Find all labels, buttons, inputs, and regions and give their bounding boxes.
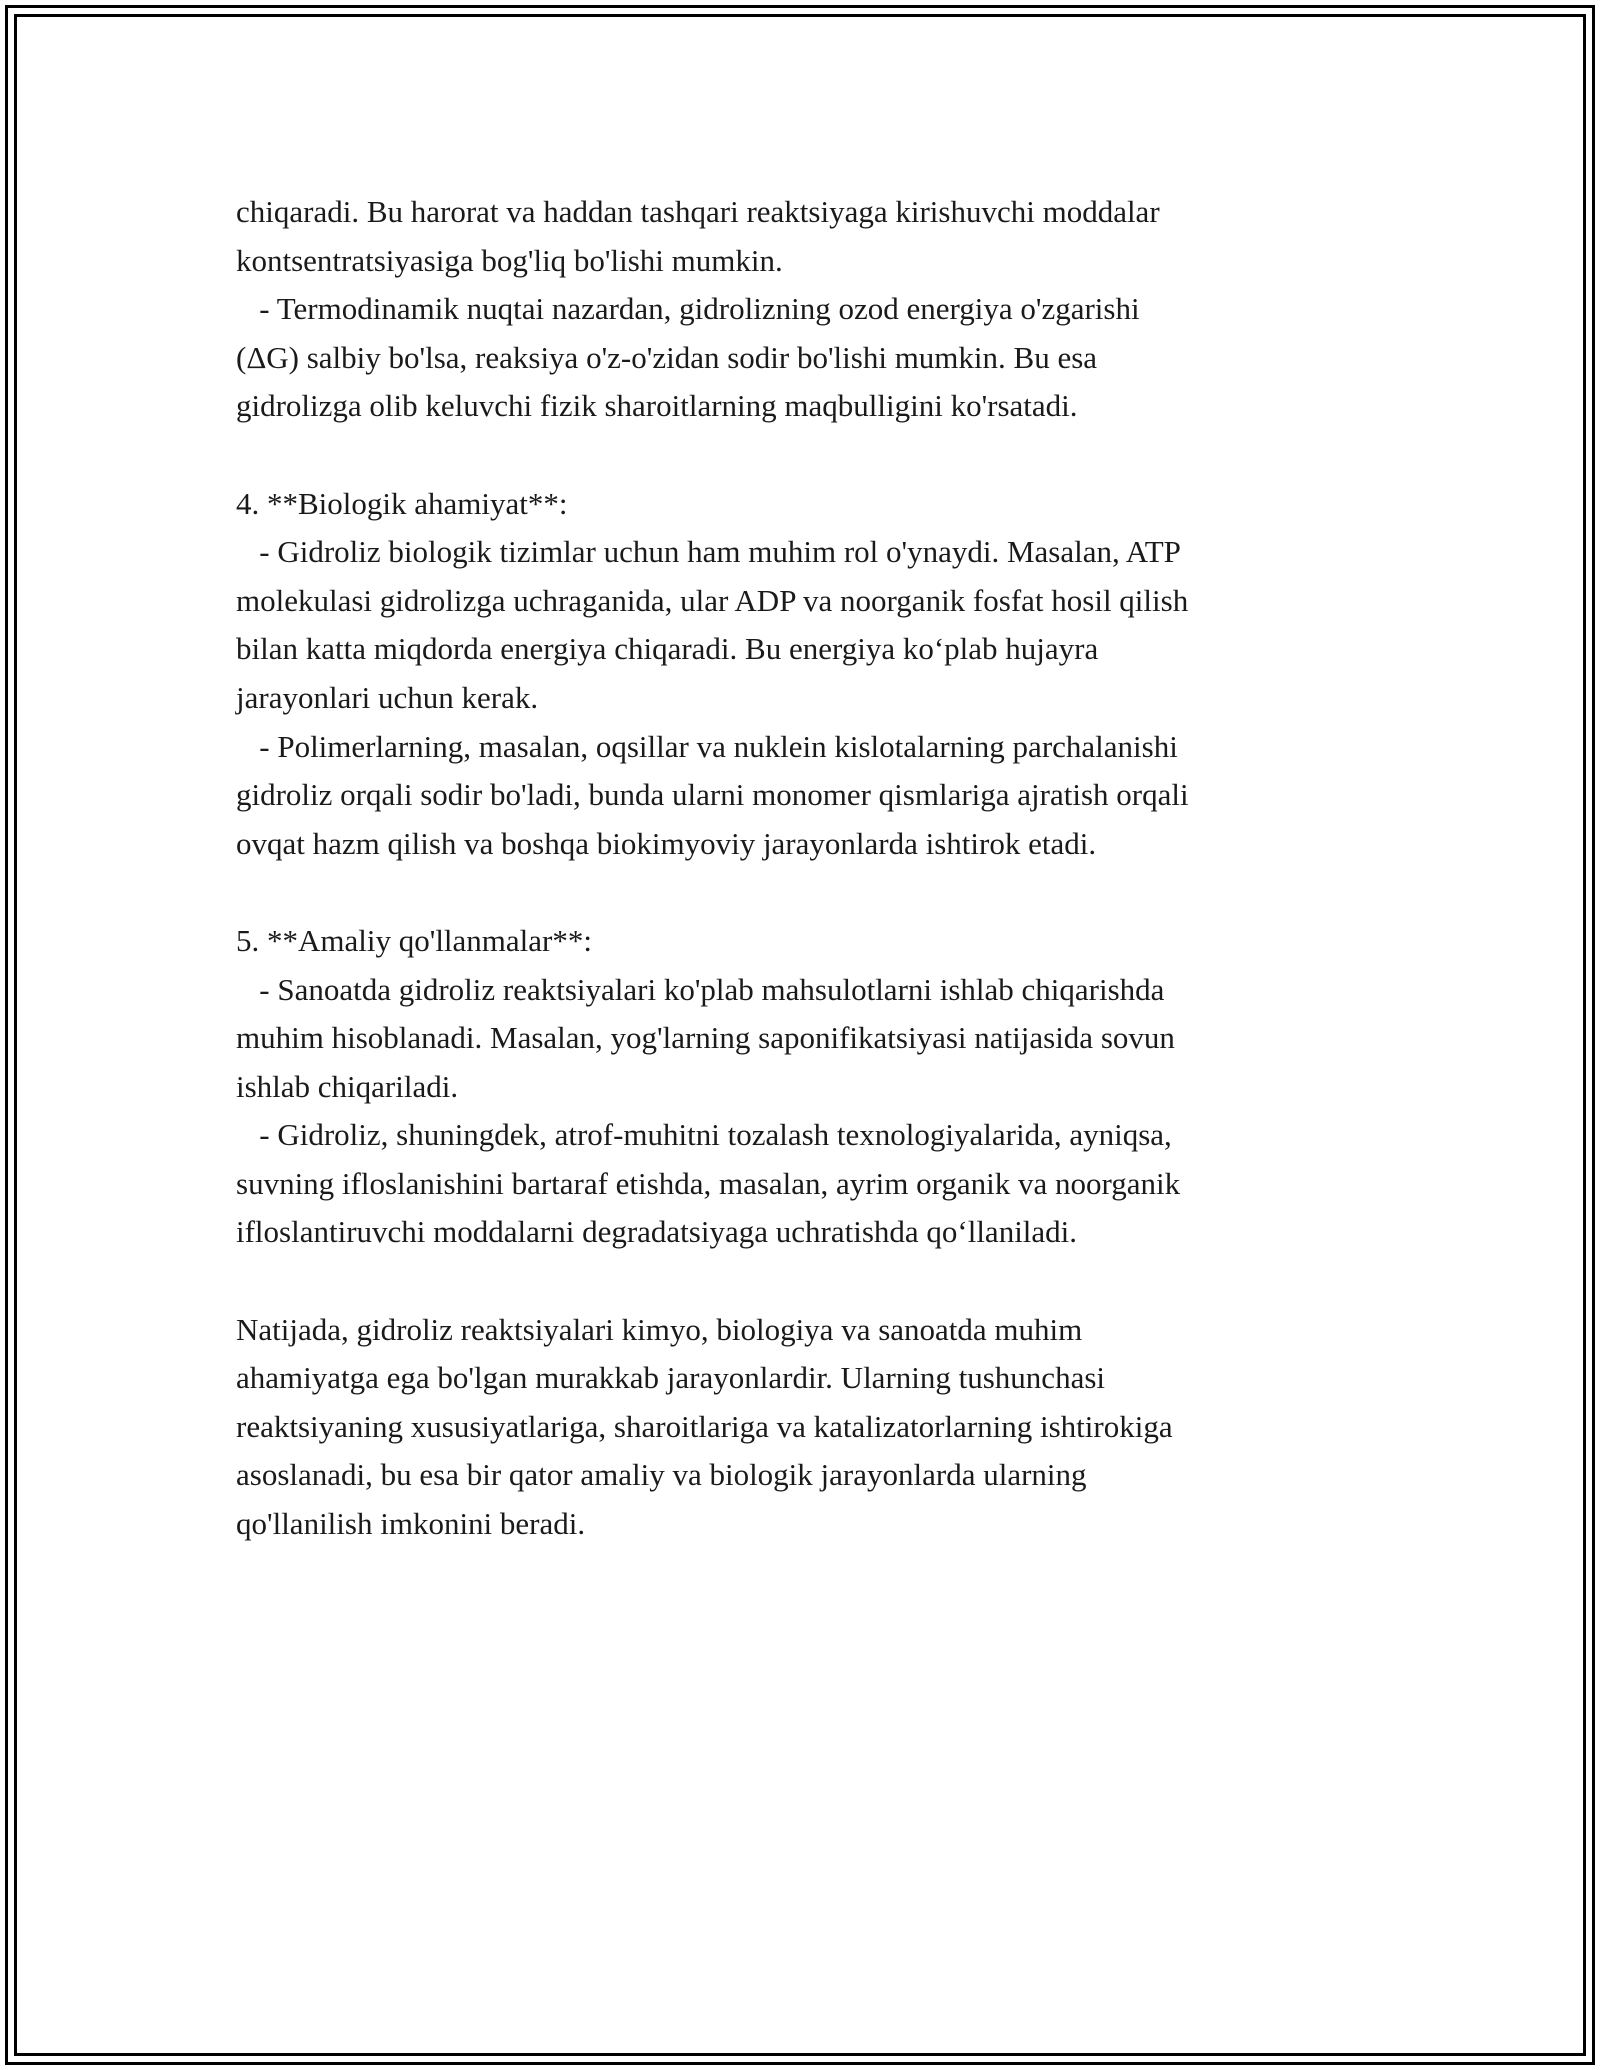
section-heading-amaliy: 5. **Amaliy qo'llanmalar**: [236, 922, 592, 958]
text-line: muhim hisoblanadi. Masalan, yog'larning saponifikatsiyasi natijasida sovun [236, 1020, 1175, 1056]
text-line: ovqat hazm qilish va boshqa biokimyoviy jarayonlarda ishtirok etadi. [236, 825, 1097, 861]
text-line: chiqaradi. Bu harorat va haddan tashqari reaktsiyaga kirishuvchi moddalar [236, 194, 1160, 229]
text-line: gidroliz orqali sodir bo'ladi, bunda ularni monomer qismlariga ajratish orqali [236, 777, 1189, 813]
conclusion-line: reaktsiyaning xususiyatlariga, sharoitlariga va katalizatorlarning ishtirokiga [236, 1408, 1173, 1444]
text-line: kontsentratsiyasiga bog'liq bo'lishi mumkin. [236, 242, 783, 278]
text-line: ishlab chiqariladi. [236, 1068, 459, 1104]
conclusion-line: ahamiyatga ega bo'lgan murakkab jarayonlardir. Ularning tushunchasi [236, 1360, 1105, 1396]
text-line: - Polimerlarning, masalan, oqsillar va nuklein kislotalarning parchalanishi [236, 728, 1178, 764]
text-line: suvning ifloslanishini bartaraf etishda, masalan, ayrim organik va noorganik [236, 1165, 1181, 1201]
conclusion-line: qo'llanilish imkonini beradi. [236, 1506, 586, 1542]
text-line: - Gidroliz, shuningdek, atrof-muhitni tozalash texnologiyalarida, ayniqsa, [236, 1117, 1172, 1153]
text-line: ifloslantiruvchi moddalarni degradatsiyaga uchratishda qo‘llaniladi. [236, 1214, 1078, 1250]
text-line: - Gidroliz biologik tizimlar uchun ham muhim rol o'ynaydi. Masalan, ATP [236, 534, 1181, 570]
text-line: gidrolizga olib keluvchi fizik sharoitlarning maqbulligini ko'rsatadi. [236, 388, 1078, 424]
conclusion-line: Natijada, gidroliz reaktsiyalari kimyo, biologiya va sanoatda muhim [236, 1311, 1083, 1347]
conclusion-line: asoslanadi, bu esa bir qator amaliy va biologik jarayonlarda ularning [236, 1457, 1087, 1493]
blank-line [236, 868, 1406, 917]
text-line: (ΔG) salbiy bo'lsa, reaksiya o'z-o'zidan sodir bo'lishi mumkin. Bu esa [236, 339, 1098, 375]
text-line: jarayonlari uchun kerak. [236, 679, 539, 715]
text-line: bilan katta miqdorda energiya chiqaradi. Bu energiya ko‘plab hujayra [236, 631, 1099, 667]
section-heading-biologik: 4. **Biologik ahamiyat**: [236, 485, 568, 521]
text-line: molekulasi gidrolizga uchraganida, ular ADP va noorganik fosfat hosil qilish [236, 582, 1189, 618]
document-body [236, 188, 1406, 1549]
text-line: - Termodinamik nuqtai nazardan, gidrolizning ozod energiya o'zgarishi [236, 291, 1140, 327]
blank-line [236, 1257, 1406, 1306]
text-line: - Sanoatda gidroliz reaktsiyalari ko'plab mahsulotlarni ishlab chiqarishda [236, 971, 1165, 1007]
blank-line [236, 431, 1406, 480]
